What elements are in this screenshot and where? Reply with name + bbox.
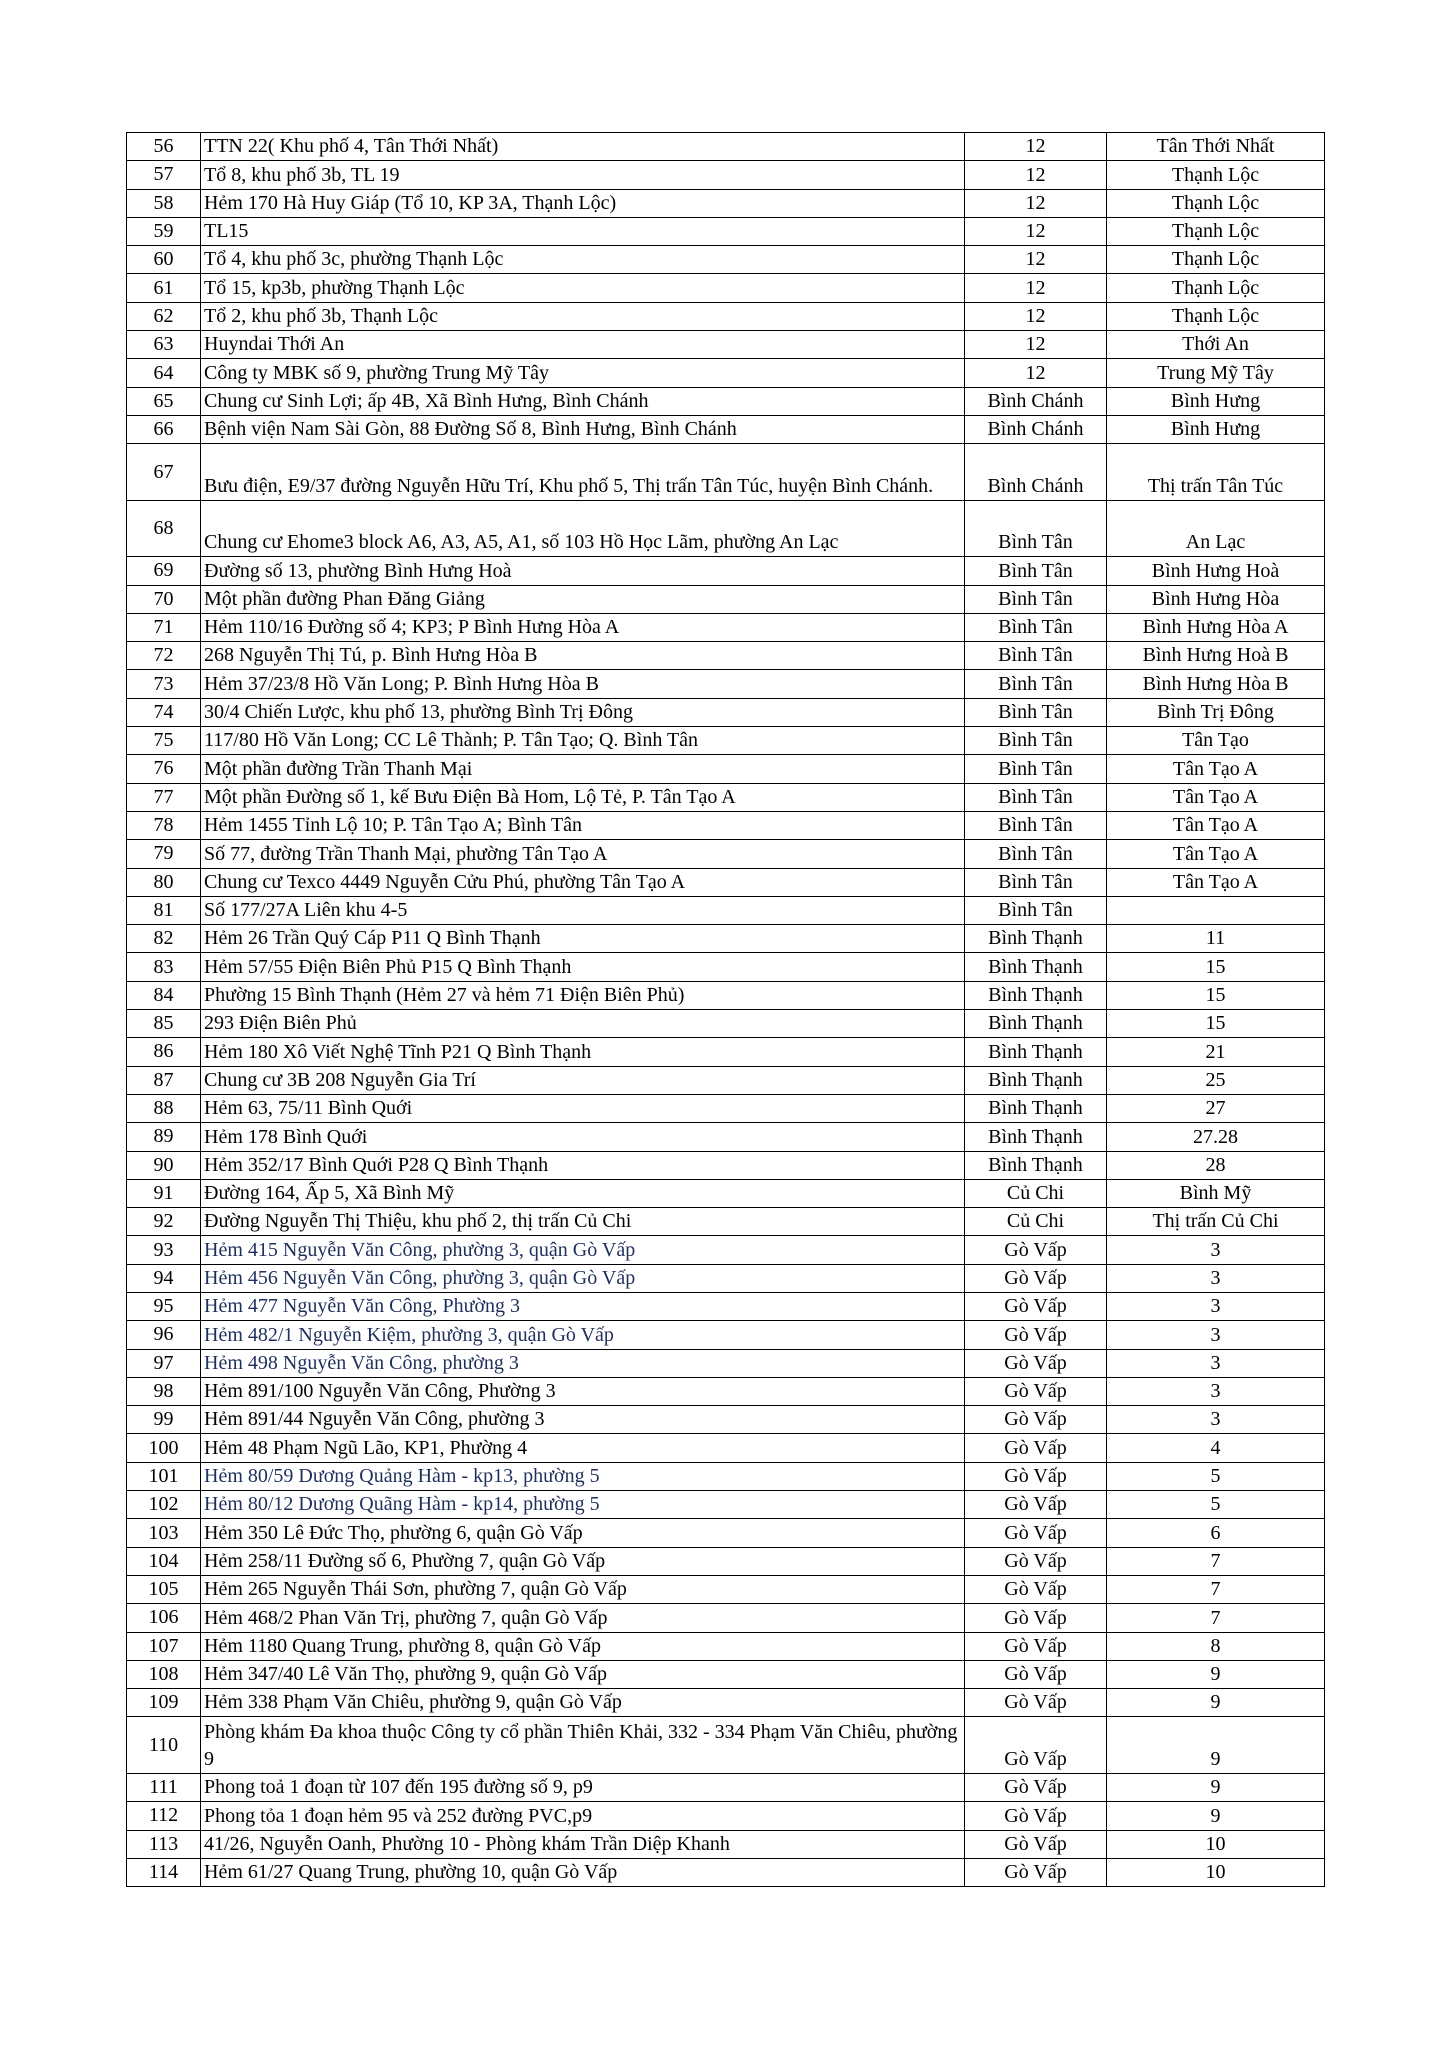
district-cell: Gò Vấp (965, 1830, 1107, 1858)
row-number-cell: 110 (127, 1717, 201, 1774)
address-cell: Công ty MBK số 9, phường Trung Mỹ Tây (201, 359, 965, 387)
row-number-cell: 106 (127, 1604, 201, 1632)
address-cell: Bệnh viện Nam Sài Gòn, 88 Đường Số 8, Bình Hưng, Bình Chánh (201, 415, 965, 443)
district-cell: Bình Tân (965, 811, 1107, 839)
district-cell: Bình Tân (965, 585, 1107, 613)
row-number-cell: 87 (127, 1066, 201, 1094)
ward-cell: 15 (1107, 1010, 1325, 1038)
row-number-cell: 84 (127, 981, 201, 1009)
table-row (127, 1321, 1325, 1349)
ward-cell: Tân Tạo (1107, 727, 1325, 755)
table-row (127, 1208, 1325, 1236)
table-row (127, 274, 1325, 302)
address-cell: Hẻm 350 Lê Đức Thọ, phường 6, quận Gò Vấp (201, 1519, 965, 1547)
ward-cell: Tân Thới Nhất (1107, 133, 1325, 161)
ward-cell: Bình Hưng Hòa A (1107, 613, 1325, 641)
table-row (127, 1830, 1325, 1858)
ward-cell: Bình Trị Đông (1107, 698, 1325, 726)
ward-cell: 25 (1107, 1066, 1325, 1094)
ward-cell: Thạnh Lộc (1107, 246, 1325, 274)
table-row (127, 1802, 1325, 1830)
table-row (127, 1264, 1325, 1292)
table-row (127, 189, 1325, 217)
district-cell: Củ Chi (965, 1179, 1107, 1207)
address-cell: Bưu điện, E9/37 đường Nguyễn Hữu Trí, Khu phố 5, Thị trấn Tân Túc, huyện Bình Chánh. (201, 444, 965, 501)
district-cell: Gò Vấp (965, 1491, 1107, 1519)
district-cell: Gò Vấp (965, 1660, 1107, 1688)
ward-cell: 5 (1107, 1462, 1325, 1490)
ward-cell: 3 (1107, 1406, 1325, 1434)
ward-cell: 9 (1107, 1802, 1325, 1830)
district-cell: Bình Tân (965, 613, 1107, 641)
table-row (127, 698, 1325, 726)
ward-cell: 3 (1107, 1236, 1325, 1264)
row-number-cell: 89 (127, 1123, 201, 1151)
address-cell: Phong toả 1 đoạn từ 107 đến 195 đường số 9, p9 (201, 1773, 965, 1801)
ward-cell: 3 (1107, 1349, 1325, 1377)
row-number-cell: 99 (127, 1406, 201, 1434)
address-cell: 117/80 Hồ Văn Long; CC Lê Thành; P. Tân Tạo; Q. Bình Tân (201, 727, 965, 755)
row-number-cell: 81 (127, 896, 201, 924)
ward-cell: Tân Tạo A (1107, 783, 1325, 811)
ward-cell: Thạnh Lộc (1107, 274, 1325, 302)
table-row (127, 500, 1325, 557)
table-row (127, 1689, 1325, 1717)
address-cell: Hẻm 110/16 Đường số 4; KP3; P Bình Hưng Hòa A (201, 613, 965, 641)
row-number-cell: 68 (127, 500, 201, 557)
row-number-cell: 79 (127, 840, 201, 868)
ward-cell: Bình Hưng Hòa B (1107, 670, 1325, 698)
row-number-cell: 93 (127, 1236, 201, 1264)
row-number-cell: 71 (127, 613, 201, 641)
row-number-cell: 70 (127, 585, 201, 613)
table-row (127, 331, 1325, 359)
address-cell: TL15 (201, 217, 965, 245)
district-cell: Gò Vấp (965, 1575, 1107, 1603)
table-row (127, 1066, 1325, 1094)
district-cell: Bình Thạnh (965, 1066, 1107, 1094)
address-cell: Hẻm 180 Xô Viết Nghệ Tĩnh P21 Q Bình Thạnh (201, 1038, 965, 1066)
ward-cell: 3 (1107, 1321, 1325, 1349)
row-number-cell: 100 (127, 1434, 201, 1462)
row-number-cell: 62 (127, 302, 201, 330)
row-number-cell: 64 (127, 359, 201, 387)
row-number-cell: 88 (127, 1094, 201, 1122)
address-cell: Hẻm 498 Nguyễn Văn Công, phường 3 (201, 1349, 965, 1377)
ward-cell: Bình Hưng (1107, 415, 1325, 443)
row-number-cell: 61 (127, 274, 201, 302)
address-cell: Hẻm 26 Trần Quý Cáp P11 Q Bình Thạnh (201, 925, 965, 953)
address-cell: Chung cư Texco 4449 Nguyễn Cửu Phú, phường Tân Tạo A (201, 868, 965, 896)
district-cell: Bình Tân (965, 698, 1107, 726)
address-cell: Một phần Đường số 1, kế Bưu Điện Bà Hom, Lộ Tẻ, P. Tân Tạo A (201, 783, 965, 811)
district-cell: Gò Vấp (965, 1377, 1107, 1405)
address-cell: Hẻm 170 Hà Huy Giáp (Tổ 10, KP 3A, Thạnh Lộc) (201, 189, 965, 217)
row-number-cell: 91 (127, 1179, 201, 1207)
table-row (127, 981, 1325, 1009)
table-row (127, 1660, 1325, 1688)
table-row (127, 953, 1325, 981)
district-cell: Gò Vấp (965, 1858, 1107, 1886)
district-cell: Bình Thạnh (965, 1151, 1107, 1179)
ward-cell: 6 (1107, 1519, 1325, 1547)
row-number-cell: 114 (127, 1858, 201, 1886)
ward-cell: Tân Tạo A (1107, 840, 1325, 868)
district-cell: Bình Tân (965, 727, 1107, 755)
address-cell: Hẻm 61/27 Quang Trung, phường 10, quận Gò Vấp (201, 1858, 965, 1886)
row-number-cell: 103 (127, 1519, 201, 1547)
address-cell: Hẻm 338 Phạm Văn Chiêu, phường 9, quận Gò Vấp (201, 1689, 965, 1717)
row-number-cell: 96 (127, 1321, 201, 1349)
district-cell: 12 (965, 189, 1107, 217)
district-cell: Bình Thạnh (965, 1038, 1107, 1066)
address-cell: Chung cư Sinh Lợi; ấp 4B, Xã Bình Hưng, Bình Chánh (201, 387, 965, 415)
district-cell: Gò Vấp (965, 1236, 1107, 1264)
table-row (127, 755, 1325, 783)
table-row (127, 727, 1325, 755)
address-cell: Chung cư Ehome3 block A6, A3, A5, A1, số 103 Hồ Học Lãm, phường An Lạc (201, 500, 965, 557)
ward-cell: Bình Hưng Hoà (1107, 557, 1325, 585)
table-row (127, 1519, 1325, 1547)
district-cell: Bình Chánh (965, 444, 1107, 501)
table-row (127, 585, 1325, 613)
address-cell: Tổ 2, khu phố 3b, Thạnh Lộc (201, 302, 965, 330)
district-cell: Bình Tân (965, 755, 1107, 783)
ward-cell: 9 (1107, 1773, 1325, 1801)
ward-cell: 7 (1107, 1575, 1325, 1603)
table-row (127, 1377, 1325, 1405)
ward-cell: Thạnh Lộc (1107, 189, 1325, 217)
district-cell: Bình Thạnh (965, 925, 1107, 953)
ward-cell: Bình Mỹ (1107, 1179, 1325, 1207)
table-row (127, 302, 1325, 330)
lockdown-area-table (126, 132, 1325, 1887)
address-cell: Một phần đường Trần Thanh Mại (201, 755, 965, 783)
table-row (127, 1094, 1325, 1122)
ward-cell: 9 (1107, 1689, 1325, 1717)
table-row (127, 642, 1325, 670)
address-cell: Hẻm 415 Nguyễn Văn Công, phường 3, quận Gò Vấp (201, 1236, 965, 1264)
address-cell: Hẻm 468/2 Phan Văn Trị, phường 7, quận Gò Vấp (201, 1604, 965, 1632)
row-number-cell: 67 (127, 444, 201, 501)
ward-cell: Tân Tạo A (1107, 811, 1325, 839)
row-number-cell: 108 (127, 1660, 201, 1688)
table-row (127, 1604, 1325, 1632)
address-cell: Tổ 4, khu phố 3c, phường Thạnh Lộc (201, 246, 965, 274)
ward-cell: 27 (1107, 1094, 1325, 1122)
row-number-cell: 56 (127, 133, 201, 161)
address-cell: Hẻm 456 Nguyễn Văn Công, phường 3, quận Gò Vấp (201, 1264, 965, 1292)
table-row (127, 1632, 1325, 1660)
ward-cell: 7 (1107, 1547, 1325, 1575)
district-cell: Gò Vấp (965, 1349, 1107, 1377)
ward-cell: 21 (1107, 1038, 1325, 1066)
district-cell: Bình Tân (965, 557, 1107, 585)
district-cell: Gò Vấp (965, 1604, 1107, 1632)
row-number-cell: 102 (127, 1491, 201, 1519)
ward-cell: 9 (1107, 1717, 1325, 1774)
row-number-cell: 105 (127, 1575, 201, 1603)
row-number-cell: 109 (127, 1689, 201, 1717)
address-cell: Chung cư 3B 208 Nguyễn Gia Trí (201, 1066, 965, 1094)
ward-cell: 10 (1107, 1830, 1325, 1858)
table-row (127, 1179, 1325, 1207)
address-cell: 293 Điện Biên Phủ (201, 1010, 965, 1038)
row-number-cell: 58 (127, 189, 201, 217)
ward-cell: Thạnh Lộc (1107, 161, 1325, 189)
row-number-cell: 95 (127, 1292, 201, 1320)
district-cell: Bình Thạnh (965, 981, 1107, 1009)
row-number-cell: 77 (127, 783, 201, 811)
address-cell: Phong tỏa 1 đoạn hẻm 95 và 252 đường PVC,p9 (201, 1802, 965, 1830)
ward-cell: 3 (1107, 1264, 1325, 1292)
table-row (127, 783, 1325, 811)
row-number-cell: 92 (127, 1208, 201, 1236)
table-body (127, 133, 1325, 1887)
address-cell: Số 177/27A Liên khu 4-5 (201, 896, 965, 924)
district-cell: Bình Thạnh (965, 953, 1107, 981)
table-row (127, 896, 1325, 924)
table-row (127, 217, 1325, 245)
table-row (127, 1575, 1325, 1603)
district-cell: Bình Thạnh (965, 1094, 1107, 1122)
address-cell: 41/26, Nguyễn Oanh, Phường 10 - Phòng khám Trần Diệp Khanh (201, 1830, 965, 1858)
ward-cell (1107, 896, 1325, 924)
address-cell: Hẻm 352/17 Bình Quới P28 Q Bình Thạnh (201, 1151, 965, 1179)
district-cell: Bình Tân (965, 642, 1107, 670)
ward-cell: 3 (1107, 1377, 1325, 1405)
row-number-cell: 73 (127, 670, 201, 698)
row-number-cell: 111 (127, 1773, 201, 1801)
row-number-cell: 57 (127, 161, 201, 189)
table-row (127, 1434, 1325, 1462)
district-cell: 12 (965, 246, 1107, 274)
address-cell: Phường 15 Bình Thạnh (Hẻm 27 và hẻm 71 Điện Biên Phủ) (201, 981, 965, 1009)
address-cell: Hẻm 265 Nguyễn Thái Sơn, phường 7, quận Gò Vấp (201, 1575, 965, 1603)
address-cell: Tổ 8, khu phố 3b, TL 19 (201, 161, 965, 189)
district-cell: Bình Tân (965, 840, 1107, 868)
row-number-cell: 80 (127, 868, 201, 896)
district-cell: 12 (965, 274, 1107, 302)
ward-cell: 7 (1107, 1604, 1325, 1632)
table-row (127, 133, 1325, 161)
ward-cell: 4 (1107, 1434, 1325, 1462)
ward-cell: Bình Hưng Hoà B (1107, 642, 1325, 670)
table-row (127, 1406, 1325, 1434)
table-row (127, 1292, 1325, 1320)
district-cell: Gò Vấp (965, 1632, 1107, 1660)
district-cell: Gò Vấp (965, 1717, 1107, 1774)
row-number-cell: 97 (127, 1349, 201, 1377)
table-row (127, 613, 1325, 641)
ward-cell: Thới An (1107, 331, 1325, 359)
row-number-cell: 75 (127, 727, 201, 755)
district-cell: Bình Tân (965, 868, 1107, 896)
ward-cell: 5 (1107, 1491, 1325, 1519)
address-cell: Hẻm 178 Bình Quới (201, 1123, 965, 1151)
table-row (127, 1151, 1325, 1179)
address-cell: Hẻm 63, 75/11 Bình Quới (201, 1094, 965, 1122)
district-cell: Bình Tân (965, 500, 1107, 557)
table-row (127, 246, 1325, 274)
table-row (127, 1010, 1325, 1038)
row-number-cell: 65 (127, 387, 201, 415)
ward-cell: 9 (1107, 1660, 1325, 1688)
ward-cell: Thị trấn Củ Chi (1107, 1208, 1325, 1236)
table-row (127, 1491, 1325, 1519)
district-cell: Gò Vấp (965, 1773, 1107, 1801)
district-cell: 12 (965, 302, 1107, 330)
address-cell: Phòng khám Đa khoa thuộc Công ty cổ phần Thiên Khải, 332 - 334 Phạm Văn Chiêu, phường 9 (201, 1717, 965, 1774)
table-row (127, 1349, 1325, 1377)
table-row (127, 161, 1325, 189)
address-cell: 268 Nguyễn Thị Tú, p. Bình Hưng Hòa B (201, 642, 965, 670)
ward-cell: 28 (1107, 1151, 1325, 1179)
row-number-cell: 101 (127, 1462, 201, 1490)
district-cell: Bình Thạnh (965, 1123, 1107, 1151)
address-cell: Hẻm 37/23/8 Hồ Văn Long; P. Bình Hưng Hòa B (201, 670, 965, 698)
district-cell: Bình Thạnh (965, 1010, 1107, 1038)
ward-cell: 10 (1107, 1858, 1325, 1886)
ward-cell: Bình Hưng (1107, 387, 1325, 415)
district-cell: Gò Vấp (965, 1462, 1107, 1490)
table-row (127, 811, 1325, 839)
table-row (127, 1717, 1325, 1774)
district-cell: 12 (965, 133, 1107, 161)
address-cell: Huyndai Thới An (201, 331, 965, 359)
address-cell: Hẻm 80/12 Dương Quãng Hàm - kp14, phường 5 (201, 1491, 965, 1519)
ward-cell: 27.28 (1107, 1123, 1325, 1151)
row-number-cell: 69 (127, 557, 201, 585)
row-number-cell: 113 (127, 1830, 201, 1858)
row-number-cell: 59 (127, 217, 201, 245)
table-row (127, 868, 1325, 896)
district-cell: 12 (965, 217, 1107, 245)
address-cell: Đường số 13, phường Bình Hưng Hoà (201, 557, 965, 585)
row-number-cell: 83 (127, 953, 201, 981)
row-number-cell: 78 (127, 811, 201, 839)
row-number-cell: 66 (127, 415, 201, 443)
address-cell: Hẻm 1455 Tỉnh Lộ 10; P. Tân Tạo A; Bình Tân (201, 811, 965, 839)
row-number-cell: 107 (127, 1632, 201, 1660)
district-cell: Bình Tân (965, 896, 1107, 924)
ward-cell: Tân Tạo A (1107, 868, 1325, 896)
district-cell: 12 (965, 161, 1107, 189)
district-cell: Bình Chánh (965, 387, 1107, 415)
address-cell: Hẻm 891/100 Nguyễn Văn Công, Phường 3 (201, 1377, 965, 1405)
address-cell: Đường Nguyễn Thị Thiệu, khu phố 2, thị trấn Củ Chi (201, 1208, 965, 1236)
address-cell: Hẻm 48 Phạm Ngũ Lão, KP1, Phường 4 (201, 1434, 965, 1462)
ward-cell: An Lạc (1107, 500, 1325, 557)
row-number-cell: 98 (127, 1377, 201, 1405)
address-cell: Tổ 15, kp3b, phường Thạnh Lộc (201, 274, 965, 302)
address-cell: Hẻm 347/40 Lê Văn Thọ, phường 9, quận Gò Vấp (201, 1660, 965, 1688)
address-cell: Hẻm 80/59 Dương Quảng Hàm - kp13, phường 5 (201, 1462, 965, 1490)
table-row (127, 1236, 1325, 1264)
table-row (127, 359, 1325, 387)
district-cell: Gò Vấp (965, 1434, 1107, 1462)
district-cell: Củ Chi (965, 1208, 1107, 1236)
row-number-cell: 74 (127, 698, 201, 726)
district-cell: Gò Vấp (965, 1321, 1107, 1349)
district-cell: Gò Vấp (965, 1292, 1107, 1320)
ward-cell: Trung Mỹ Tây (1107, 359, 1325, 387)
address-cell: Đường 164, Ấp 5, Xã Bình Mỹ (201, 1179, 965, 1207)
row-number-cell: 76 (127, 755, 201, 783)
table-row (127, 1547, 1325, 1575)
ward-cell: Thạnh Lộc (1107, 217, 1325, 245)
district-cell: 12 (965, 331, 1107, 359)
ward-cell: Thị trấn Tân Túc (1107, 444, 1325, 501)
address-cell: Hẻm 1180 Quang Trung, phường 8, quận Gò Vấp (201, 1632, 965, 1660)
address-cell: Hẻm 258/11 Đường số 6, Phường 7, quận Gò Vấp (201, 1547, 965, 1575)
address-cell: Hẻm 57/55 Điện Biên Phủ P15 Q Bình Thạnh (201, 953, 965, 981)
row-number-cell: 72 (127, 642, 201, 670)
table-row (127, 1858, 1325, 1886)
district-cell: Gò Vấp (965, 1689, 1107, 1717)
address-cell: Hẻm 477 Nguyễn Văn Công, Phường 3 (201, 1292, 965, 1320)
row-number-cell: 63 (127, 331, 201, 359)
district-cell: 12 (965, 359, 1107, 387)
table-row (127, 1773, 1325, 1801)
district-cell: Gò Vấp (965, 1802, 1107, 1830)
table-row (127, 670, 1325, 698)
row-number-cell: 112 (127, 1802, 201, 1830)
ward-cell: Thạnh Lộc (1107, 302, 1325, 330)
row-number-cell: 85 (127, 1010, 201, 1038)
row-number-cell: 90 (127, 1151, 201, 1179)
district-cell: Gò Vấp (965, 1406, 1107, 1434)
address-cell: 30/4 Chiến Lược, khu phố 13, phường Bình Trị Đông (201, 698, 965, 726)
address-cell: TTN 22( Khu phố 4, Tân Thới Nhất) (201, 133, 965, 161)
ward-cell: 15 (1107, 953, 1325, 981)
table-row (127, 1123, 1325, 1151)
ward-cell: 15 (1107, 981, 1325, 1009)
table-row (127, 557, 1325, 585)
address-cell: Số 77, đường Trần Thanh Mại, phường Tân Tạo A (201, 840, 965, 868)
table-row (127, 444, 1325, 501)
ward-cell: 11 (1107, 925, 1325, 953)
table-row (127, 1038, 1325, 1066)
district-cell: Gò Vấp (965, 1264, 1107, 1292)
district-cell: Gò Vấp (965, 1519, 1107, 1547)
district-cell: Gò Vấp (965, 1547, 1107, 1575)
ward-cell: 8 (1107, 1632, 1325, 1660)
row-number-cell: 86 (127, 1038, 201, 1066)
ward-cell: Bình Hưng Hòa (1107, 585, 1325, 613)
address-cell: Hẻm 891/44 Nguyễn Văn Công, phường 3 (201, 1406, 965, 1434)
row-number-cell: 60 (127, 246, 201, 274)
district-cell: Bình Tân (965, 670, 1107, 698)
table-row (127, 925, 1325, 953)
district-cell: Bình Chánh (965, 415, 1107, 443)
ward-cell: Tân Tạo A (1107, 755, 1325, 783)
row-number-cell: 94 (127, 1264, 201, 1292)
table-row (127, 1462, 1325, 1490)
row-number-cell: 104 (127, 1547, 201, 1575)
table-row (127, 415, 1325, 443)
address-cell: Một phần đường Phan Đăng Giảng (201, 585, 965, 613)
ward-cell: 3 (1107, 1292, 1325, 1320)
address-cell: Hẻm 482/1 Nguyễn Kiệm, phường 3, quận Gò Vấp (201, 1321, 965, 1349)
row-number-cell: 82 (127, 925, 201, 953)
table-row (127, 387, 1325, 415)
table-row (127, 840, 1325, 868)
district-cell: Bình Tân (965, 783, 1107, 811)
